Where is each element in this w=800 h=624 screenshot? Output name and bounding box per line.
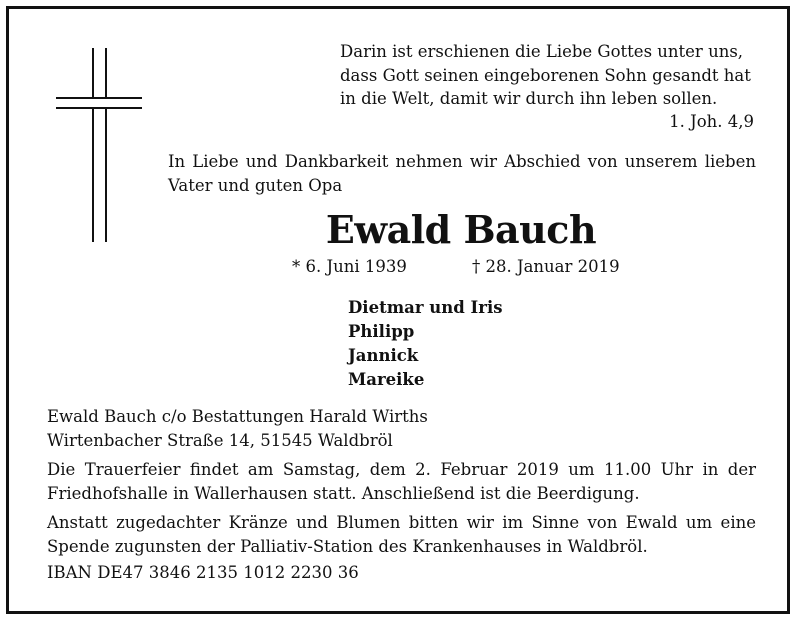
bible-verse xyxy=(340,40,756,111)
deceased-name: Ewald Bauch xyxy=(325,207,597,252)
address-line: Ewald Bauch c/o Bestattungen Harald Wirths xyxy=(47,407,428,426)
donation-info: Anstatt zugedachter Kränze und Blumen bitten wir im Sinne von Ewald um eine Spende zugunsten der Palliativ-Station des Krankenhauses in Waldbröl. xyxy=(47,513,756,556)
birth-date: * 6. Juni 1939 xyxy=(292,257,407,276)
verse-line: in die Welt, damit wir durch ihn leben sollen. xyxy=(340,89,718,108)
cross-intersection xyxy=(94,99,105,107)
family-member: Dietmar und Iris xyxy=(348,298,503,317)
iban-text: IBAN DE47 3846 2135 1012 2230 36 xyxy=(47,563,359,582)
family-member: Philipp xyxy=(348,322,415,341)
address-line: Wirtenbacher Straße 14, 51545 Waldbröl xyxy=(47,430,393,450)
death-date: † 28. Januar 2019 xyxy=(472,257,620,276)
intro-text: In Liebe und Dankbarkeit nehmen wir Abschied von unserem lieben Vater und guten Opa xyxy=(168,152,756,195)
funeral-info: Die Trauerfeier findet am Samstag, dem 2. Februar 2019 um 11.00 Uhr in der Friedhofshalle in Wallerhausen statt. Anschließend ist die Beerdigung. xyxy=(47,460,756,503)
verse-reference: 1. Joh. 4,9 xyxy=(669,112,754,131)
contact-address xyxy=(47,405,428,452)
family-list xyxy=(348,296,503,392)
family-member: Mareike xyxy=(348,370,425,389)
verse-line: dass Gott seinen eingeborenen Sohn gesandt hat xyxy=(340,65,751,85)
verse-line: Darin ist erschienen die Liebe Gottes unter uns, xyxy=(340,42,744,61)
family-member: Jannick xyxy=(348,346,419,365)
